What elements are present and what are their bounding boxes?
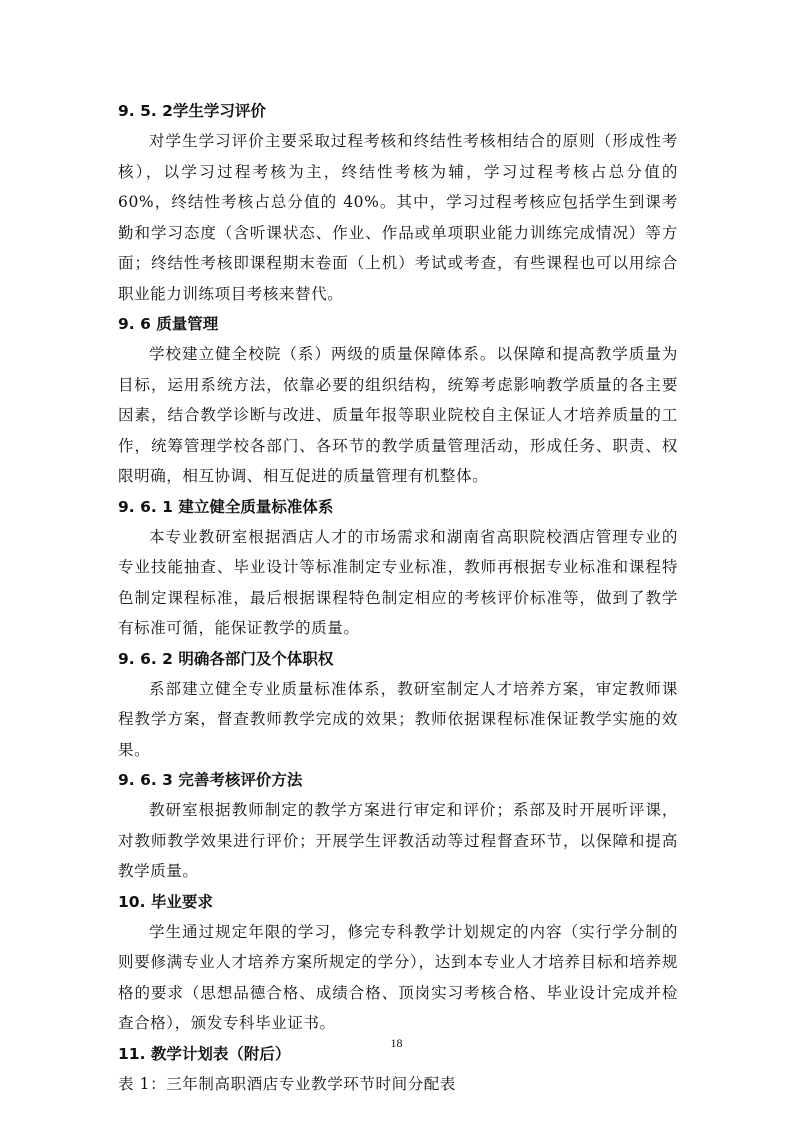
- paragraph-evaluation-methods: 教研室根据教师制定的教学方案进行审定和评价；系部及时开展听评课，对教师教学效果进行评价；开展学生评教活动等过程督查环节，以保障和提高教学质量。: [118, 801, 678, 880]
- paragraph-quality-management: 学校建立健全校院（系）两级的质量保障体系。以保障和提高教学质量为目标，运用系统方法，依靠必要的组织结构，统筹考虑影响教学质量的各主要因素，结合教学诊断与改进、质量年报等职业院校自主保证人才培养质量的工作，统筹管理学校各部门、各环节的教学质量管理活动，形成任务、职责、权限明确，相互协调、相互促进的质量管理有机整体。: [118, 345, 678, 485]
- page-content: [118, 96, 678, 1099]
- paragraph-student-evaluation: 对学生学习评价主要采取过程考核和终结性考核相结合的原则（形成性考核），以学习过程考核为主，终结性考核为辅，学习过程考核占总分值的 60%，终结性考核占总分值的 40%。其中，学习过程考核应包括学生到课考勤和学习态度（含听课状态、作业、作品或单项职业能力训练完成情况）等方面；终结性考核即课程期末卷面（上机）考试或考查，有些课程也可以用综合职业能力训练项目考核来替代。: [118, 132, 678, 303]
- section-heading-9-5-2: 9. 5. 2学生学习评价: [118, 102, 266, 120]
- page-number: 18: [390, 1036, 403, 1050]
- paragraph-graduation-requirements: 学生通过规定年限的学习，修完专科教学计划规定的内容（实行学分制的则要修满专业人才培养方案所规定的学分），达到本专业人才培养目标和培养规格的要求（思想品德合格、成绩合格、顶岗实习考核合格、毕业设计完成并检查合格），颁发专科毕业证书。: [118, 922, 678, 1032]
- section-heading-11: 11. 教学计划表（附后）: [118, 1044, 291, 1063]
- table-caption: 表 1：三年制高职酒店专业教学环节时间分配表: [118, 1074, 456, 1093]
- paragraph-department-authority: 系部建立健全专业质量标准体系，教研室制定人才培养方案，审定教师课程教学方案，督查教师教学完成的效果；教师依据课程标准保证教学实施的效果。: [118, 679, 678, 759]
- section-heading-9-6-2: 9. 6. 2 明确各部门及个体职权: [118, 649, 334, 668]
- section-heading-9-6-1: 9. 6. 1 建立健全质量标准体系: [118, 497, 334, 516]
- paragraph-quality-standards: 本专业教研室根据酒店人才的市场需求和湖南省高职院校酒店管理专业的专业技能抽查、毕业设计等标准制定专业标准，教师再根据专业标准和课程特色制定课程标准，最后根据课程特色制定相应的考核评价标准等，做到了教学有标准可循，能保证教学的质量。: [118, 527, 678, 637]
- section-heading-9-6-3: 9. 6. 3 完善考核评价方法: [118, 771, 303, 789]
- section-heading-10: 10. 毕业要求: [118, 892, 213, 911]
- section-heading-9-6: 9. 6 质量管理: [118, 315, 219, 333]
